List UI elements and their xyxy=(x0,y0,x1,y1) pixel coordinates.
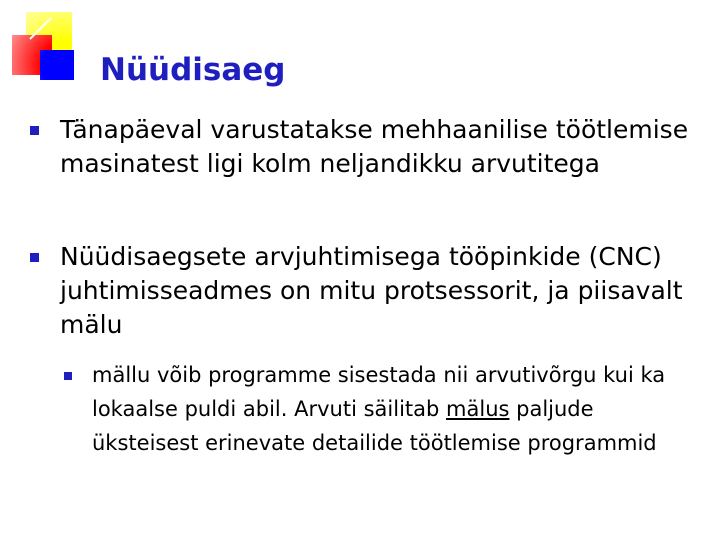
underlined-word: mälus xyxy=(446,397,510,421)
sub-bullet-item xyxy=(92,358,702,460)
sub-bullet-text-end: paljude üksteisest erinevate detailide töötlemise programmid xyxy=(92,397,657,455)
slide-title: Nüüdisaeg xyxy=(100,52,286,88)
square-bullet-icon xyxy=(64,372,72,380)
square-bullet-icon xyxy=(30,253,39,262)
square-bullet-icon xyxy=(30,126,39,135)
sub-bullet-text: mällu võib programme sisestada nii arvutivõrgu kui ka lokaalse puldi abil. Arvuti säilitab xyxy=(92,363,666,421)
bullet-item: Tänapäeval varustatakse mehhaanilise töötlemise masinatest ligi kolm neljandikku arvutitega xyxy=(60,115,689,178)
bullet-item: Nüüdisaegsete arvjuhtimisega tööpinkide (CNC) juhtimisseadmes on mitu protsessorit, ja piisavalt mälu xyxy=(60,242,683,339)
